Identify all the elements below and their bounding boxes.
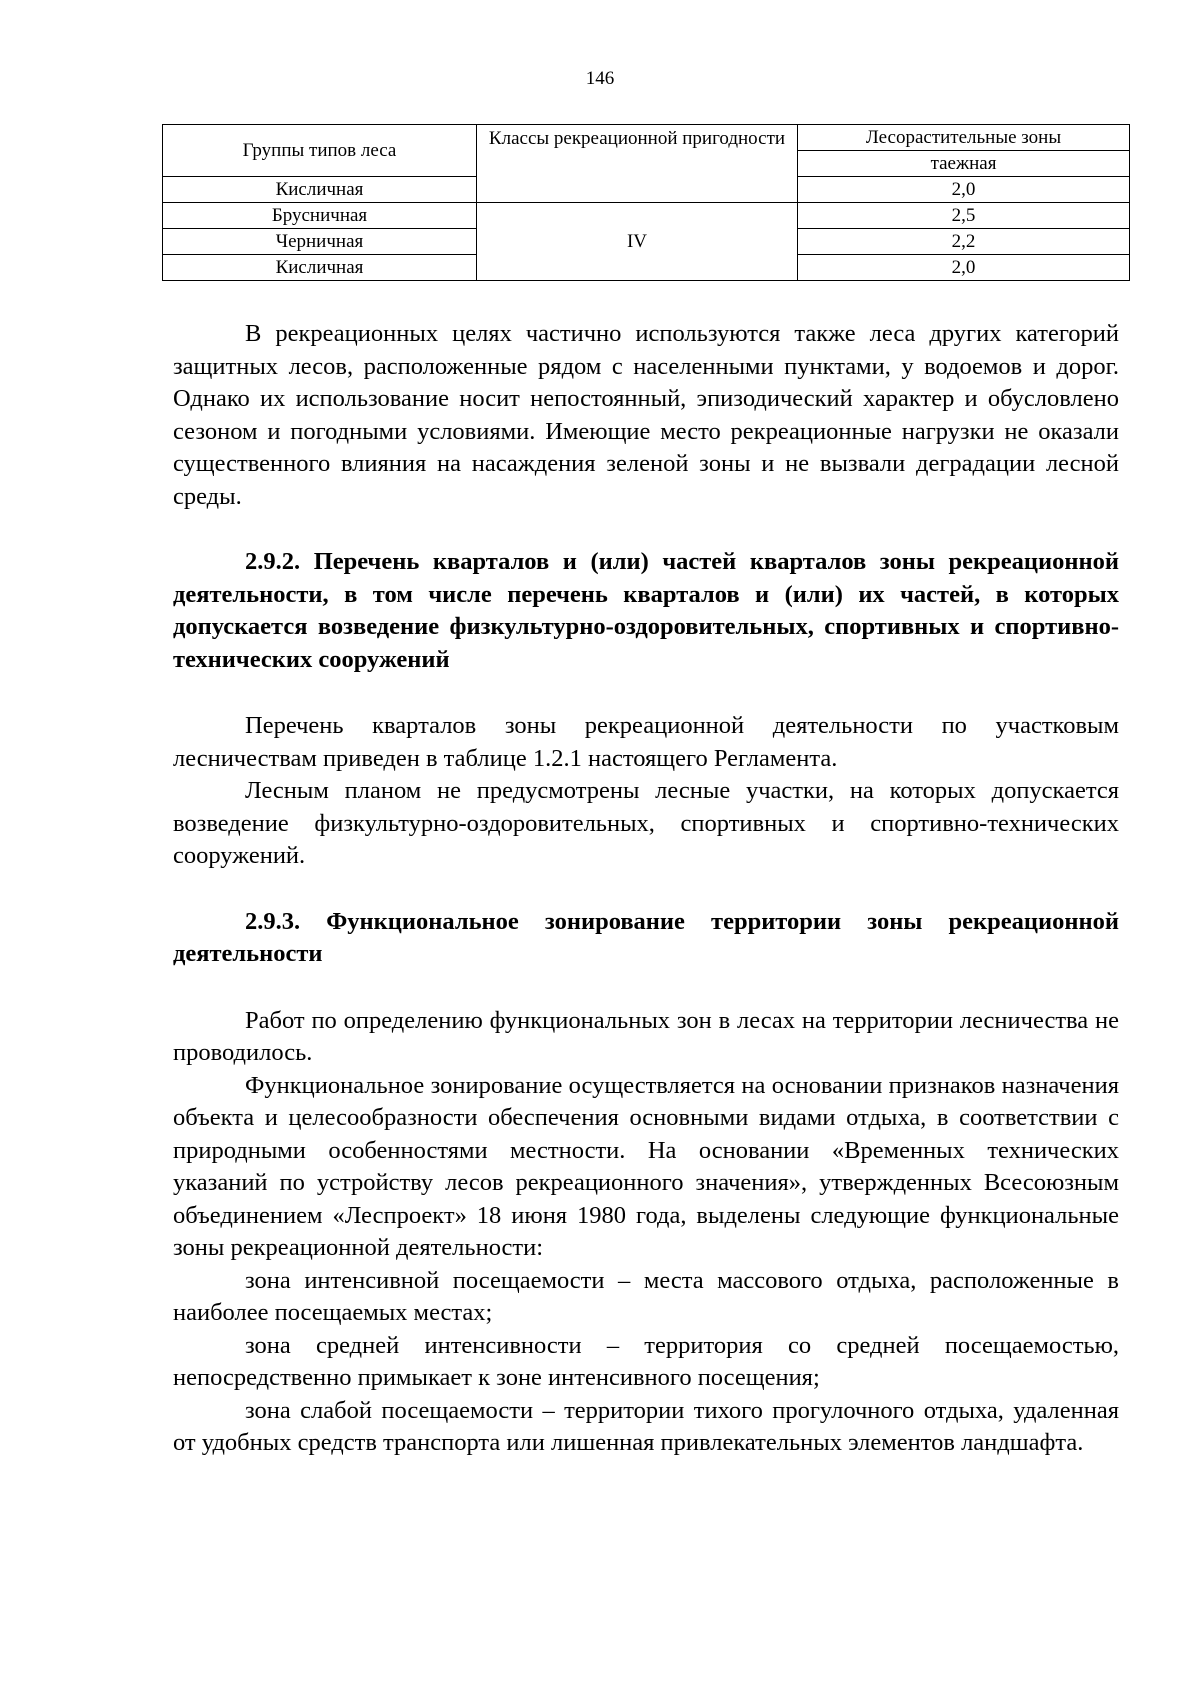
table-cell-value: 2,2	[798, 229, 1130, 255]
header-forest-groups: Группы типов леса	[163, 125, 477, 177]
header-taiga-zone: таежная	[798, 151, 1130, 177]
table-cell-group: Брусничная	[163, 203, 477, 229]
page-number: 146	[585, 68, 615, 89]
paragraph-functional-zoning: Функциональное зонирование осуществляется на основании признаков назначения объекта и целесообразности обеспечения основными видами отдыха, в соответствии с природными особенностями местности. На основании «Временных технических указаний по устройству лесов рекреационного значения», утвержденных Всесоюзным объединением «Леспроект» 18 июня 1980 года, выделены следующие функциональные зоны рекреационной деятельности:	[173, 1071, 1119, 1261]
paragraph-low-zone: зона слабой посещаемости – территории тихого прогулочного отдыха, удаленная от удобных средств транспорта или лишенная привлекательных элементов ландшафта.	[173, 1396, 1119, 1456]
recreation-suitability-table	[162, 124, 1130, 281]
paragraph-forest-plan: Лесным планом не предусмотрены лесные участки, на которых допускается возведение физкультурно-оздоровительных, спортивных и спортивно-технических сооружений.	[173, 777, 1119, 869]
table-cell-value: 2,5	[798, 203, 1130, 229]
table-cell-group: Кисличная	[163, 255, 477, 281]
table-cell-class: IV	[477, 203, 798, 281]
header-forest-zones: Лесорастительные зоны	[798, 125, 1130, 151]
heading-2-9-3: 2.9.3. Функциональное зонирование территории зоны рекреационной деятельности	[173, 907, 1119, 967]
heading-2-9-2: 2.9.2. Перечень кварталов и (или) частей кварталов зоны рекреационной деятельности, в том числе перечень кварталов и (или) их частей, в которых допускается возведение физкультурно-оздоровительных, спортивных и спортивно-технических сооружений	[173, 548, 1119, 673]
paragraph-no-zoning-work: Работ по определению функциональных зон в лесах на территории лесничества не проводилось.	[173, 1006, 1119, 1066]
table-cell-group: Черничная	[163, 229, 477, 255]
table-cell-value: 2,0	[798, 177, 1130, 203]
paragraph-medium-zone: зона средней интенсивности – территория со средней посещаемостью, непосредственно примыкает к зоне интенсивного посещения;	[173, 1331, 1119, 1391]
header-recreation-classes: Классы рекреационной пригодности	[477, 125, 798, 203]
table-cell-group: Кисличная	[163, 177, 477, 203]
table-header-row	[163, 125, 1130, 151]
paragraph-intensive-zone: зона интенсивной посещаемости – места массового отдыха, расположенные в наиболее посещаемых местах;	[173, 1266, 1119, 1326]
paragraph-quarters-list: Перечень кварталов зоны рекреационной деятельности по участковым лесничествам приведен в таблице 1.2.1 настоящего Регламента.	[173, 712, 1119, 772]
document-body	[173, 318, 1119, 1460]
table-cell-value: 2,0	[798, 255, 1130, 281]
paragraph-recreation-use: В рекреационных целях частично используются также леса других категорий защитных лесов, расположенные рядом с населенными пунктами, у водоемов и дорог. Однако их использование носит непостоянный, эпизодический характер и обусловлено сезоном и погодными условиями. Имеющие место рекреационные нагрузки не оказали существенного влияния на насаждения зеленой зоны и не вызвали деградации лесной среды.	[173, 320, 1119, 510]
table-row	[163, 203, 1130, 229]
